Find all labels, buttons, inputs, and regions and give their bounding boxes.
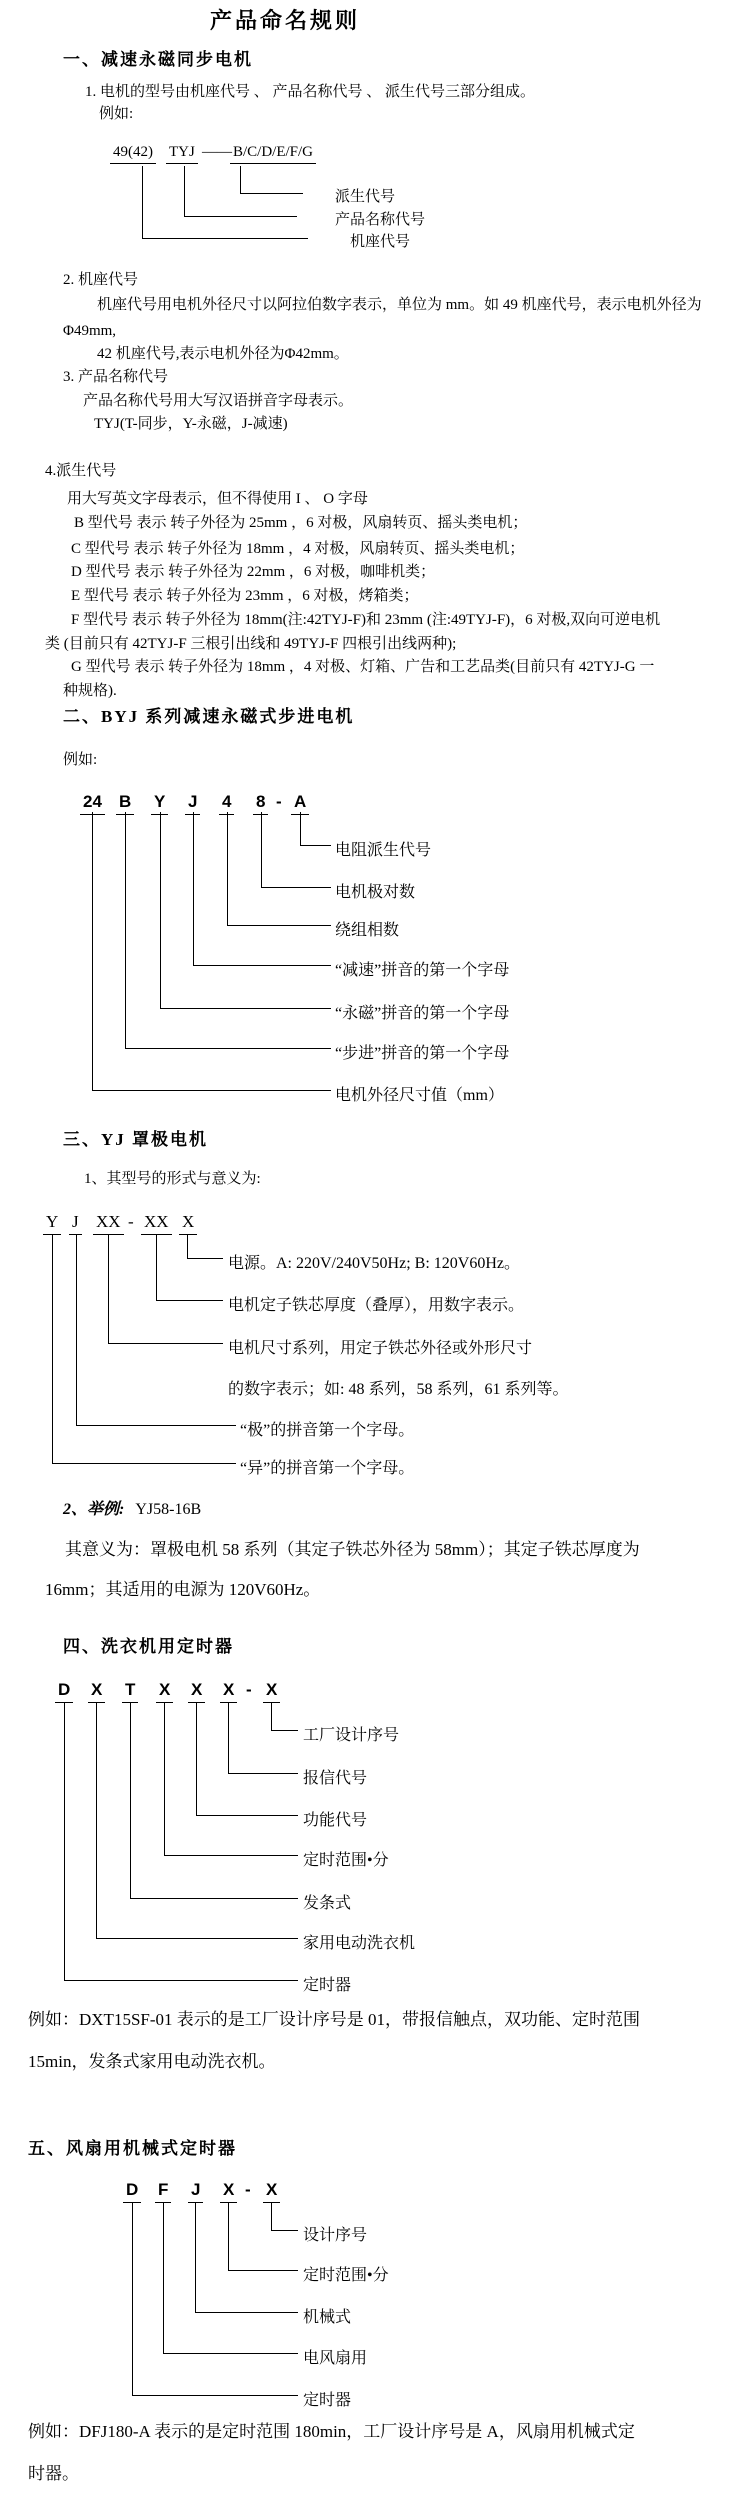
dxt-label-timing-range: 定时范围•分 (303, 1852, 389, 1869)
dfj-code-f: F (155, 2180, 171, 2203)
page-title: 产品命名规则 (210, 8, 361, 33)
type-c-line: C 型代号 表示 转子外径为 18mm ，4 对极，风扇转页、摇头类电机； (71, 541, 525, 557)
yj-label-yi: “异”的拼音第一个字母。 (240, 1460, 415, 1477)
type-f-line2: 类 (目前只有 42TYJ-F 三根引出线和 49TYJ-F 四根引出线两种); (45, 636, 457, 652)
yj-label-thickness: 电机定子铁芯厚度（叠厚），用数字表示。 (228, 1297, 525, 1314)
dfj-label-mechanical: 机械式 (303, 2309, 352, 2326)
byj-label-jiansu: “减速”拼音的第一个字母 (335, 962, 510, 979)
byj-label-phases: 绕组相数 (335, 922, 400, 939)
byj-code-dash: - (276, 792, 282, 811)
diagram-tyj-code-frame: 49(42) (110, 144, 156, 164)
connector-line (64, 1702, 298, 1981)
dxt-code-x5: X (188, 1680, 205, 1703)
dxt-code-x4: X (156, 1680, 173, 1703)
item3-line1: 产品名称代号用大写汉语拼音字母表示。 (83, 393, 354, 409)
dfj-code-j: J (188, 2180, 203, 2203)
dfj-label-design-serial: 设计序号 (303, 2227, 368, 2244)
yj-code-y: Y (43, 1212, 61, 1235)
dfj-code-x6: X (263, 2180, 280, 2203)
type-f-line1: F 型代号 表示 转子外径为 18mm(注:42TYJ-F)和 23mm (注:49TYJ-F)，6 对极,双向可逆电机 (71, 612, 661, 628)
section4-example2: 15min，发条式家用电动洗衣机。 (28, 2052, 276, 2071)
item2-line3: 42 机座代号,表示电机外径为Φ42mm。 (97, 346, 349, 362)
byj-code-8: 8 (253, 792, 268, 815)
item4-line1: 用大写英文字母表示，但不得使用 I 、 O 字母 (67, 491, 368, 507)
item4-heading: 4.派生代号 (45, 463, 117, 479)
diagram-tyj-code-name: TYJ (166, 144, 198, 164)
diagram-dxt (0, 1676, 750, 1998)
dxt-label-spring-type: 发条式 (303, 1895, 352, 1912)
diagram-tyj-label-frame: 机座代号 (350, 234, 411, 250)
section3-sub1: 1、其型号的形式与意义为: (84, 1171, 261, 1187)
diagram-tyj-code-dash: —— (202, 144, 232, 160)
diagram-tyj-label-derive: 派生代号 (335, 189, 396, 205)
byj-label-poles: 电机极对数 (335, 884, 416, 901)
yj-label-power: 电源。A: 220V/240V50Hz; B: 120V60Hz。 (228, 1255, 520, 1272)
section3-sub2-prefix: 2、举例: (63, 1501, 125, 1518)
byj-code-4: 4 (219, 792, 234, 815)
section3-heading: 三、YJ 罩极电机 (63, 1130, 209, 1149)
yj-code-j: J (69, 1212, 82, 1235)
byj-label-resistance: 电阻派生代号 (335, 842, 432, 859)
item2-heading: 2. 机座代号 (63, 272, 139, 288)
section4-example1: 例如：DXT15SF-01 表示的是工厂设计序号是 01，带报信触点，双功能、定时范围 (28, 2010, 641, 2029)
yj-code-x: X (179, 1212, 197, 1235)
yj-code-xx1: XX (93, 1212, 124, 1235)
dxt-code-x8: X (263, 1680, 280, 1703)
dfj-code-dash: - (245, 2180, 251, 2199)
dxt-code-d: D (55, 1680, 73, 1703)
section5-example2: 时器。 (28, 2464, 79, 2483)
dxt-code-x2: X (88, 1680, 105, 1703)
connector-line (52, 1234, 236, 1464)
byj-label-diameter: 电机外径尺寸值（mm） (335, 1087, 504, 1104)
byj-code-a: A (291, 792, 309, 815)
dfj-label-timing-range: 定时范围•分 (303, 2267, 389, 2284)
connector-line (92, 812, 331, 1091)
byj-label-bujin: “步进”拼音的第一个字母 (335, 1045, 510, 1062)
byj-code-24: 24 (80, 792, 105, 815)
section3-sub2-code: YJ58-16B (135, 1501, 202, 1518)
section5-example1: 例如：DFJ180-A 表示的是定时范围 180min，工厂设计序号是 A，风扇用机械式定 (28, 2422, 635, 2441)
connector-line (132, 2202, 298, 2396)
byj-label-yongci: “永磁”拼音的第一个字母 (335, 1005, 510, 1022)
section1-example-label: 例如: (99, 106, 134, 122)
dxt-label-factory-serial: 工厂设计序号 (303, 1727, 400, 1744)
section1-heading: 一、减速永磁同步电机 (63, 50, 253, 69)
section3-meaning1: 其意义为：罩极电机 58 系列（其定子铁芯外径为 58mm）；其定子铁芯厚度为 (65, 1540, 640, 1559)
byj-code-b: B (116, 792, 134, 815)
section3-sub2 (63, 1500, 201, 1519)
type-g-line1: G 型代号 表示 转子外径为 18mm ，4 对极、灯箱、广告和工艺品类(目前只有 42TYJ-G 一 (71, 659, 655, 675)
diagram-yj (0, 1208, 750, 1480)
diagram-tyj (0, 140, 750, 255)
dxt-label-signal: 报信代号 (303, 1770, 368, 1787)
connector-line (142, 166, 308, 239)
yj-code-dash: - (128, 1212, 134, 1231)
dxt-code-dash: - (246, 1680, 252, 1699)
dfj-code-x4: X (220, 2180, 237, 2203)
byj-code-j: J (185, 792, 200, 815)
yj-label-ji: “极”的拼音第一个字母。 (240, 1422, 415, 1439)
dxt-label-function: 功能代号 (303, 1812, 368, 1829)
dxt-code-t: T (122, 1680, 138, 1703)
item2-line2: Φ49mm, (63, 323, 117, 339)
type-d-line: D 型代号 表示 转子外径为 22mm ，6 对极，咖啡机类； (71, 564, 436, 580)
item2-line1: 机座代号用电机外径尺寸以阿拉伯数字表示，单位为 mm。如 49 机座代号，表示电机外径为 (97, 297, 702, 313)
section4-heading: 四、洗衣机用定时器 (63, 1637, 234, 1656)
yj-label-series-line1: 电机尺寸系列，用定子铁芯外径或外形尺寸 (228, 1340, 533, 1357)
dfj-code-d: D (123, 2180, 141, 2203)
type-e-line: E 型代号 表示 转子外径为 23mm ，6 对极，烤箱类； (71, 588, 419, 604)
diagram-byj (0, 788, 750, 1110)
yj-code-xx2: XX (141, 1212, 172, 1235)
diagram-tyj-code-derive: B/C/D/E/F/G (230, 144, 316, 164)
dxt-code-x6: X (220, 1680, 237, 1703)
dxt-label-washer: 家用电动洗衣机 (303, 1935, 416, 1952)
section3-meaning2: 16mm；其适用的电源为 120V60Hz。 (45, 1580, 321, 1599)
type-b-line: B 型代号 表示 转子外径为 25mm ，6 对极，风扇转页、摇头类电机； (74, 515, 528, 531)
dxt-label-timer: 定时器 (303, 1977, 352, 1994)
type-g-line2: 种规格). (63, 683, 117, 699)
yj-label-series-line2: 的数字表示；如: 48 系列，58 系列，61 系列等。 (228, 1381, 569, 1398)
dfj-label-timer: 定时器 (303, 2392, 352, 2409)
dfj-label-fan-use: 电风扇用 (303, 2350, 368, 2367)
section2-example-label: 例如: (63, 752, 98, 768)
byj-code-y: Y (151, 792, 168, 815)
section5-heading: 五、风扇用机械式定时器 (28, 2139, 237, 2158)
item3-line2: TYJ(T-同步，Y-永磁，J-减速) (94, 416, 288, 432)
diagram-tyj-label-name: 产品名称代号 (335, 212, 426, 228)
item3-heading: 3. 产品名称代号 (63, 369, 169, 385)
section2-heading: 二、BYJ 系列减速永磁式步进电机 (63, 707, 355, 726)
diagram-dfj (0, 2176, 750, 2416)
section1-intro: 1. 电机的型号由机座代号 、 产品名称代号 、 派生代号三部分组成。 (85, 84, 536, 100)
